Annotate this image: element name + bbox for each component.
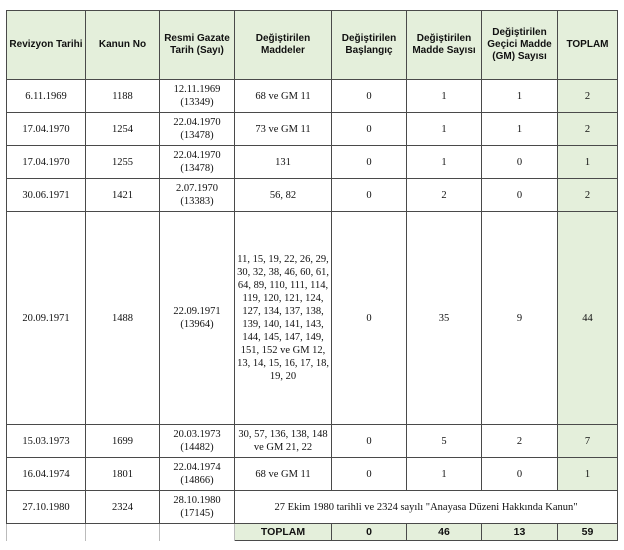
cell-toplam: 7 (558, 425, 618, 458)
table-row (7, 179, 618, 212)
cell-gecici-madde: 1 (482, 113, 558, 146)
header-madde-sayisi: Değiştirilen Madde Sayısı (407, 11, 482, 80)
rg-date: 22.04.1970 (173, 117, 221, 128)
cell-gecici-madde: 0 (482, 179, 558, 212)
cell-kanun-no: 1421 (86, 179, 160, 212)
table-row (7, 80, 618, 113)
cell-baslangic: 0 (332, 179, 407, 212)
cell-madde-sayisi: 2 (407, 179, 482, 212)
rg-date: 28.10.1980 (173, 495, 221, 506)
cell-gecici-madde: 9 (482, 212, 558, 425)
revision-table-container (6, 10, 618, 541)
cell-madde-sayisi: 1 (407, 80, 482, 113)
cell-revizyon-tarihi: 30.06.1971 (7, 179, 86, 212)
blank-cell (86, 524, 160, 541)
cell-toplam: 1 (558, 146, 618, 179)
header-toplam: TOPLAM (558, 11, 618, 80)
cell-revizyon-tarihi: 17.04.1970 (7, 146, 86, 179)
header-resmi-gazete: Resmi Gazate Tarih (Sayı) (160, 11, 235, 80)
cell-kanun-no: 1255 (86, 146, 160, 179)
cell-madde-sayisi: 1 (407, 113, 482, 146)
cell-madde-sayisi: 5 (407, 425, 482, 458)
cell-maddeler: 56, 82 (235, 179, 332, 212)
total-gecici-madde: 13 (482, 524, 558, 541)
totals-row (7, 524, 618, 541)
cell-gecici-madde: 1 (482, 80, 558, 113)
table-row (7, 113, 618, 146)
rg-date: 12.11.1969 (173, 84, 221, 95)
cell-resmi-gazete (160, 179, 235, 212)
rg-issue: (14482) (180, 442, 214, 453)
cell-kanun-no: 1188 (86, 80, 160, 113)
cell-maddeler: 131 (235, 146, 332, 179)
cell-resmi-gazete (160, 425, 235, 458)
cell-gecici-madde: 2 (482, 425, 558, 458)
cell-toplam: 1 (558, 458, 618, 491)
header-revizyon-tarihi: Revizyon Tarihi (7, 11, 86, 80)
grand-total: 59 (558, 524, 618, 541)
cell-toplam: 44 (558, 212, 618, 425)
cell-kanun-no: 1488 (86, 212, 160, 425)
rg-issue: (14866) (180, 475, 214, 486)
rg-date: 22.09.1971 (173, 306, 221, 317)
cell-resmi-gazete (160, 113, 235, 146)
table-row (7, 146, 618, 179)
rg-date: 22.04.1970 (173, 150, 221, 161)
table-row (7, 491, 618, 524)
cell-maddeler: 68 ve GM 11 (235, 80, 332, 113)
header-kanun-no: Kanun No (86, 11, 160, 80)
cell-resmi-gazete (160, 146, 235, 179)
header-row (7, 11, 618, 80)
cell-madde-sayisi: 1 (407, 458, 482, 491)
cell-kanun-no: 2324 (86, 491, 160, 524)
rg-issue: (13478) (180, 130, 214, 141)
constitution-revision-table (6, 10, 618, 541)
cell-note-anayasa-duzeni: 27 Ekim 1980 tarihli ve 2324 sayılı "Anayasa Düzeni Hakkında Kanun" (235, 491, 618, 524)
rg-issue: (13478) (180, 163, 214, 174)
header-gecici-madde-sayisi: Değiştirilen Geçici Madde (GM) Sayısı (482, 11, 558, 80)
cell-kanun-no: 1801 (86, 458, 160, 491)
cell-baslangic: 0 (332, 113, 407, 146)
rg-issue: (13383) (180, 196, 214, 207)
cell-toplam: 2 (558, 80, 618, 113)
cell-resmi-gazete (160, 491, 235, 524)
cell-kanun-no: 1254 (86, 113, 160, 146)
rg-date: 22.04.1974 (173, 462, 221, 473)
total-madde-sayisi: 46 (407, 524, 482, 541)
cell-revizyon-tarihi: 17.04.1970 (7, 113, 86, 146)
rg-date: 20.03.1973 (173, 429, 221, 440)
header-degistirilen-baslangic: Değiştirilen Başlangıç (332, 11, 407, 80)
cell-revizyon-tarihi: 6.11.1969 (7, 80, 86, 113)
table-row (7, 425, 618, 458)
cell-kanun-no: 1699 (86, 425, 160, 458)
totals-label: TOPLAM (235, 524, 332, 541)
cell-maddeler: 11, 15, 19, 22, 26, 29, 30, 32, 38, 46, 60, 61, 64, 89, 110, 111, 114, 119, 120, 121, 124, 127, 134, 137, 138, 139, 140, 141, 143, 144, 145, 147, 149, 151, 152 ve GM 12, 13, 14, 15, 16, 17, 18, 19, 20 (235, 212, 332, 425)
cell-gecici-madde: 0 (482, 146, 558, 179)
cell-baslangic: 0 (332, 458, 407, 491)
table-row (7, 212, 618, 425)
cell-baslangic: 0 (332, 80, 407, 113)
cell-baslangic: 0 (332, 425, 407, 458)
cell-revizyon-tarihi: 20.09.1971 (7, 212, 86, 425)
cell-baslangic: 0 (332, 146, 407, 179)
cell-maddeler: 68 ve GM 11 (235, 458, 332, 491)
cell-resmi-gazete (160, 212, 235, 425)
cell-revizyon-tarihi: 15.03.1973 (7, 425, 86, 458)
cell-toplam: 2 (558, 113, 618, 146)
rg-date: 2.07.1970 (176, 183, 218, 194)
cell-resmi-gazete (160, 80, 235, 113)
cell-resmi-gazete (160, 458, 235, 491)
rg-issue: (13964) (180, 319, 214, 330)
rg-issue: (13349) (180, 97, 214, 108)
header-degistirilen-maddeler: Değiştirilen Maddeler (235, 11, 332, 80)
cell-madde-sayisi: 35 (407, 212, 482, 425)
cell-maddeler: 30, 57, 136, 138, 148 ve GM 21, 22 (235, 425, 332, 458)
cell-madde-sayisi: 1 (407, 146, 482, 179)
cell-revizyon-tarihi: 27.10.1980 (7, 491, 86, 524)
table-row (7, 458, 618, 491)
cell-toplam: 2 (558, 179, 618, 212)
cell-revizyon-tarihi: 16.04.1974 (7, 458, 86, 491)
total-baslangic: 0 (332, 524, 407, 541)
rg-issue: (17145) (180, 508, 214, 519)
cell-gecici-madde: 0 (482, 458, 558, 491)
blank-cell (7, 524, 86, 541)
cell-baslangic: 0 (332, 212, 407, 425)
cell-maddeler: 73 ve GM 11 (235, 113, 332, 146)
blank-cell (160, 524, 235, 541)
